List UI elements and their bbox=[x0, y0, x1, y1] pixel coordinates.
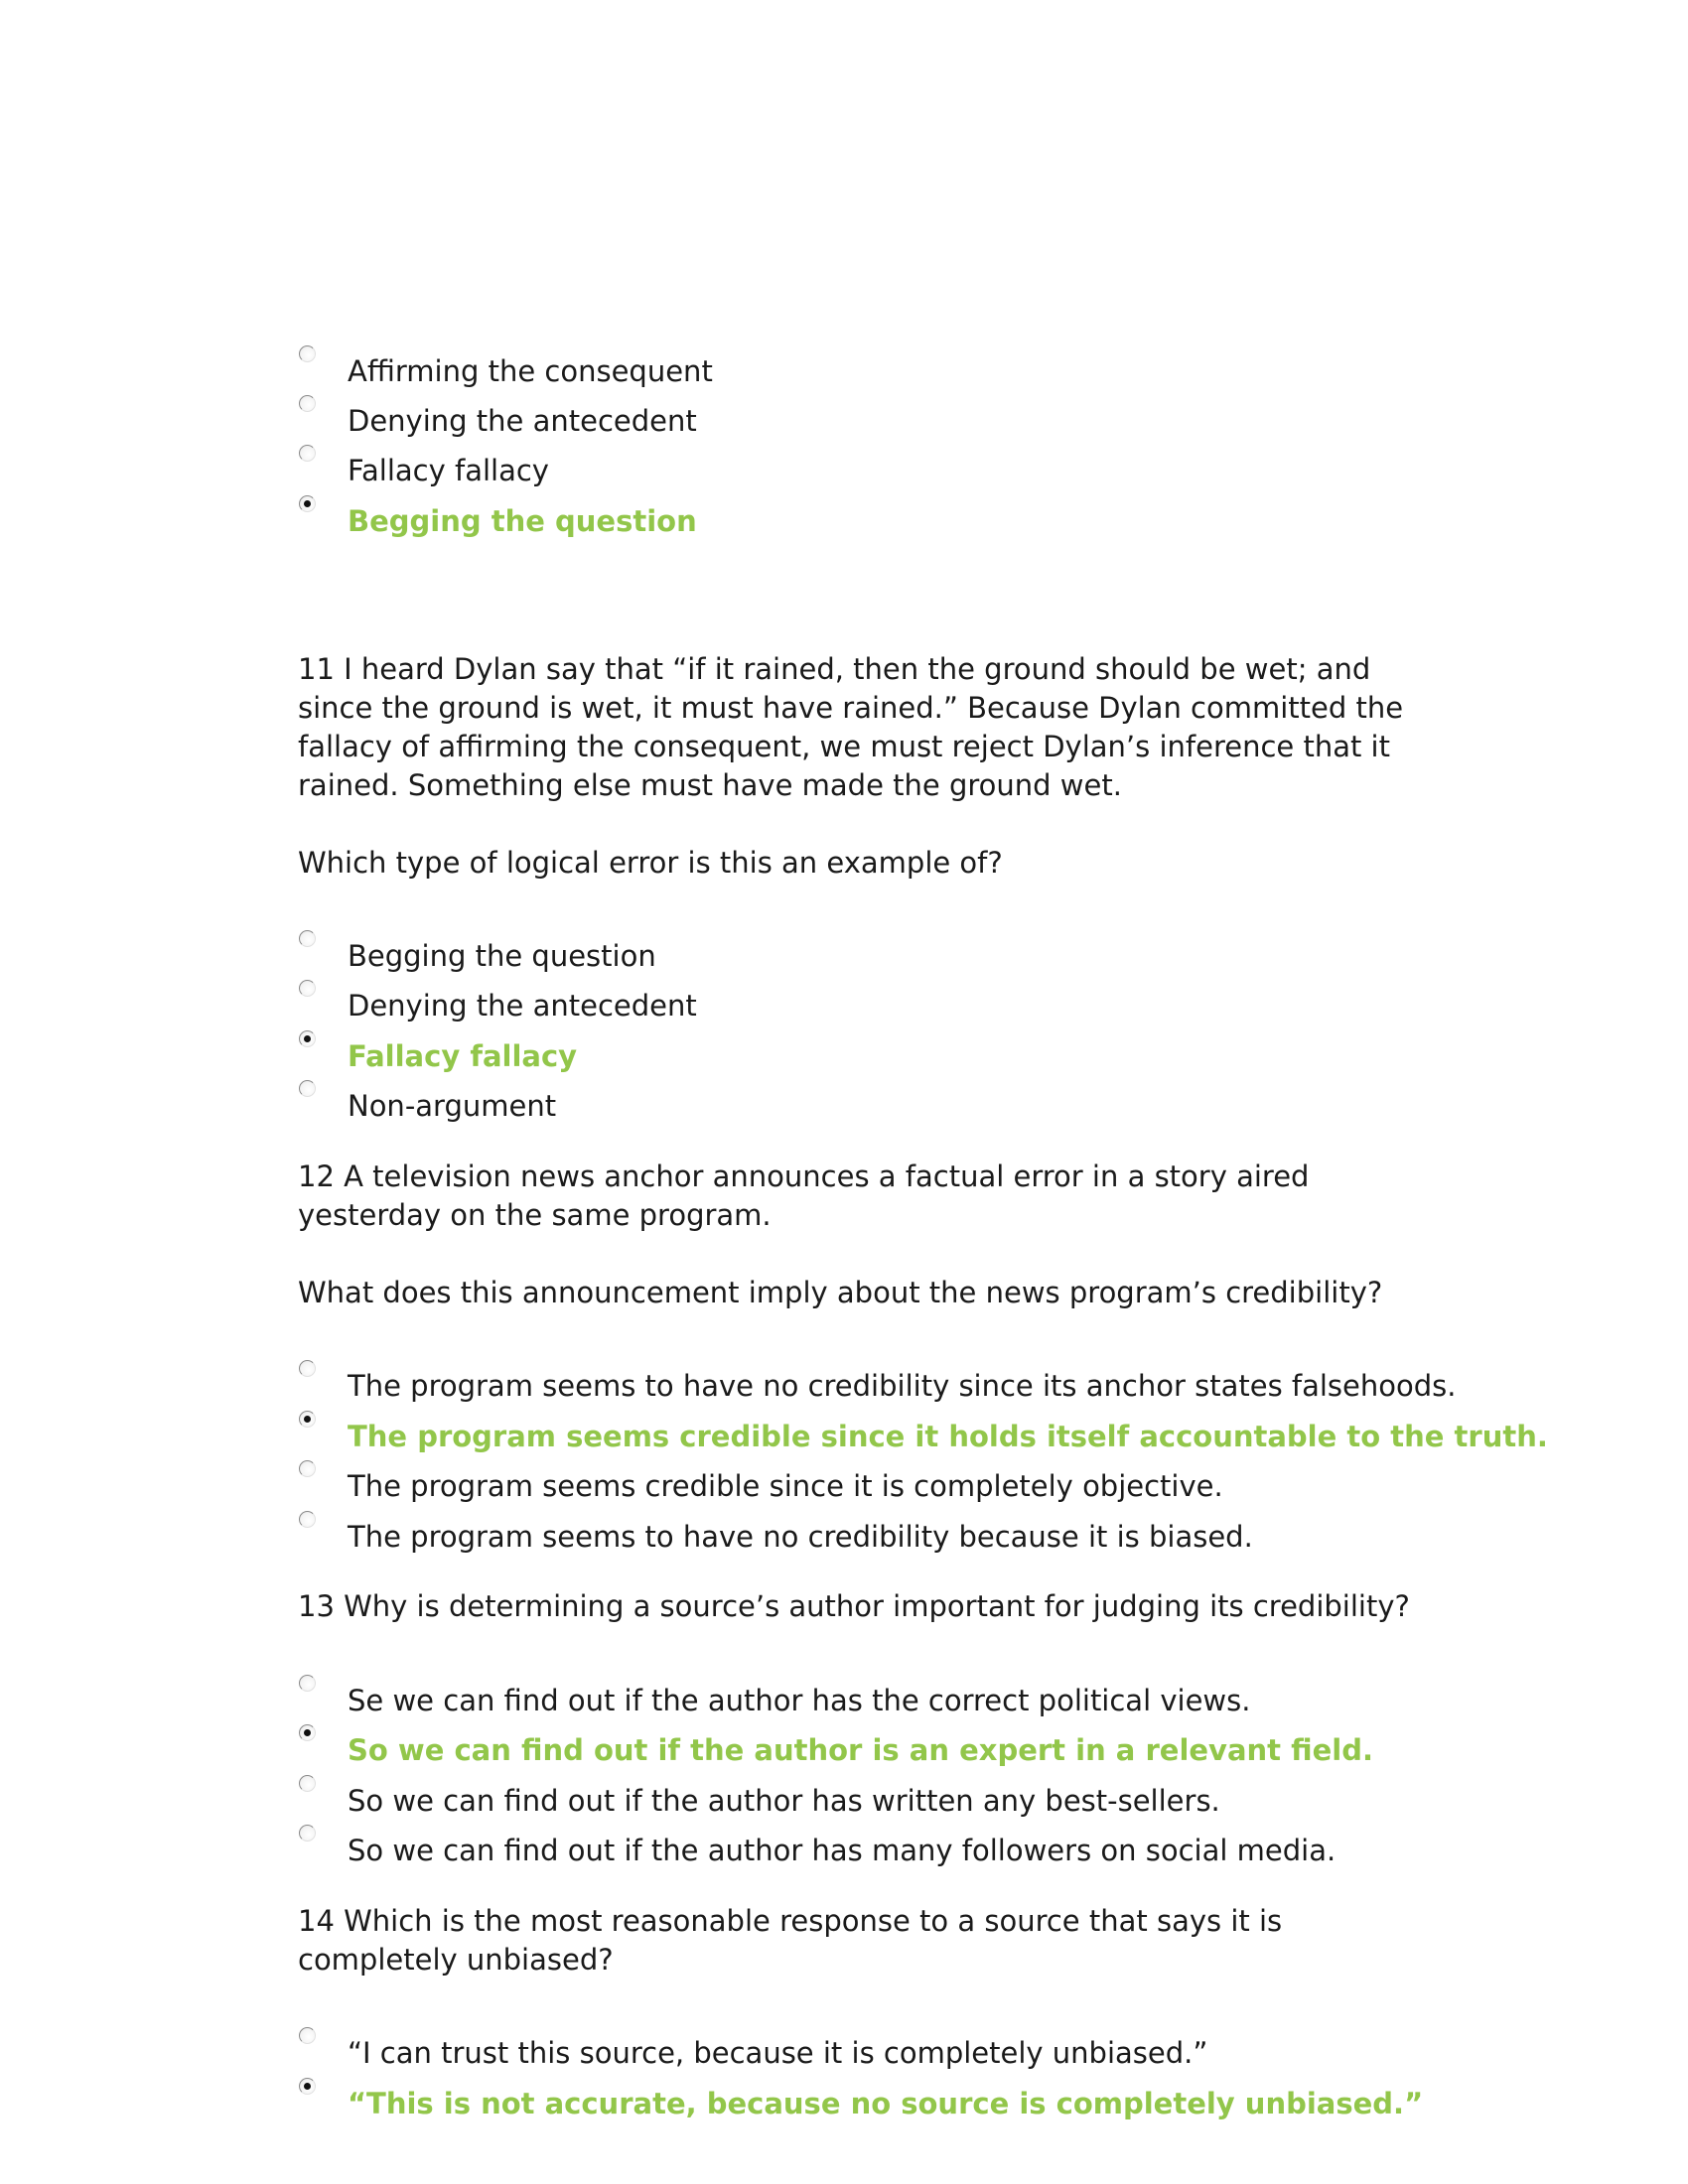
radio-button-icon[interactable] bbox=[299, 980, 316, 997]
radio-button-icon[interactable] bbox=[299, 1675, 316, 1692]
answer-option[interactable] bbox=[298, 2027, 1489, 2070]
radio-button-icon[interactable] bbox=[299, 2027, 316, 2044]
option-label: Fallacy fallacy bbox=[348, 454, 549, 487]
option-label-correct: Begging the question bbox=[348, 504, 697, 538]
option-label: The program seems to have no credibility since its anchor states falsehoods. bbox=[348, 1369, 1457, 1403]
answer-option[interactable] bbox=[298, 980, 1489, 1023]
radio-button-selected-icon[interactable] bbox=[299, 1411, 316, 1428]
answer-option[interactable] bbox=[298, 1360, 1489, 1403]
answer-option[interactable] bbox=[298, 395, 1489, 438]
answer-option-selected[interactable] bbox=[298, 2078, 1489, 2120]
option-label: Se we can find out if the author has the correct political views. bbox=[348, 1684, 1251, 1717]
answer-option[interactable] bbox=[298, 930, 1489, 973]
answer-option[interactable] bbox=[298, 1511, 1489, 1554]
radio-button-icon[interactable] bbox=[299, 1360, 316, 1377]
radio-button-icon[interactable] bbox=[299, 1511, 316, 1528]
option-label: So we can find out if the author has written any best-sellers. bbox=[348, 1784, 1220, 1818]
answer-option[interactable] bbox=[298, 1460, 1489, 1503]
radio-button-icon[interactable] bbox=[299, 1460, 316, 1477]
question-text: 11 I heard Dylan say that “if it rained, then the ground should be wet; and since the ground is wet, it must have rained.” Because Dylan committed the fallacy of affirming the consequent, we must reject Dylan’s inference that it rained. Something else must have made the ground wet. bbox=[298, 652, 1404, 802]
option-label: “I can trust this source, because it is completely unbiased.” bbox=[348, 2036, 1208, 2070]
option-label: The program seems credible since it is completely objective. bbox=[348, 1469, 1223, 1503]
radio-button-selected-icon[interactable] bbox=[299, 2078, 316, 2095]
option-label: Denying the antecedent bbox=[348, 404, 697, 438]
answer-option[interactable] bbox=[298, 345, 1489, 388]
radio-button-icon[interactable] bbox=[299, 395, 316, 412]
option-label: So we can find out if the author has many followers on social media. bbox=[348, 1834, 1336, 1867]
answer-option[interactable] bbox=[298, 445, 1489, 487]
answer-option-selected[interactable] bbox=[298, 1724, 1489, 1767]
option-label: Denying the antecedent bbox=[348, 989, 697, 1023]
question-text: 13 Why is determining a source’s author important for judging its credibility? bbox=[298, 1589, 1410, 1623]
option-label: Affirming the consequent bbox=[348, 354, 713, 388]
radio-button-icon[interactable] bbox=[299, 1775, 316, 1792]
radio-button-icon[interactable] bbox=[299, 1080, 316, 1097]
radio-button-selected-icon[interactable] bbox=[299, 1724, 316, 1741]
answer-option[interactable] bbox=[298, 1775, 1489, 1818]
answer-option-selected[interactable] bbox=[298, 495, 1489, 538]
radio-button-icon[interactable] bbox=[299, 445, 316, 462]
radio-button-selected-icon[interactable] bbox=[299, 1030, 316, 1047]
radio-button-icon[interactable] bbox=[299, 930, 316, 947]
option-label-correct: “This is not accurate, because no source is completely unbiased.” bbox=[348, 2087, 1424, 2120]
radio-button-selected-icon[interactable] bbox=[299, 495, 316, 512]
radio-button-icon[interactable] bbox=[299, 345, 316, 362]
radio-button-icon[interactable] bbox=[299, 1825, 316, 1842]
question-text: 12 A television news anchor announces a factual error in a story aired yesterday on the same program. bbox=[298, 1160, 1310, 1232]
answer-option-selected[interactable] bbox=[298, 1030, 1489, 1073]
answer-option[interactable] bbox=[298, 1825, 1489, 1867]
answer-option-selected[interactable] bbox=[298, 1411, 1548, 1453]
option-label: Begging the question bbox=[348, 939, 656, 973]
option-label-correct: The program seems credible since it holds itself accountable to the truth. bbox=[348, 1420, 1548, 1453]
answer-option[interactable] bbox=[298, 1675, 1489, 1717]
option-label: Non-argument bbox=[348, 1089, 557, 1123]
question-prompt: What does this announcement imply about the news program’s credibility? bbox=[298, 1276, 1383, 1309]
option-label: The program seems to have no credibility because it is biased. bbox=[348, 1520, 1253, 1554]
option-label-correct: So we can find out if the author is an expert in a relevant field. bbox=[348, 1733, 1374, 1767]
option-label-correct: Fallacy fallacy bbox=[348, 1039, 578, 1073]
answer-option[interactable] bbox=[298, 1080, 1489, 1123]
question-text: 14 Which is the most reasonable response to a source that says it is completely unbiased? bbox=[298, 1904, 1283, 1977]
question-prompt: Which type of logical error is this an example of? bbox=[298, 846, 1003, 880]
